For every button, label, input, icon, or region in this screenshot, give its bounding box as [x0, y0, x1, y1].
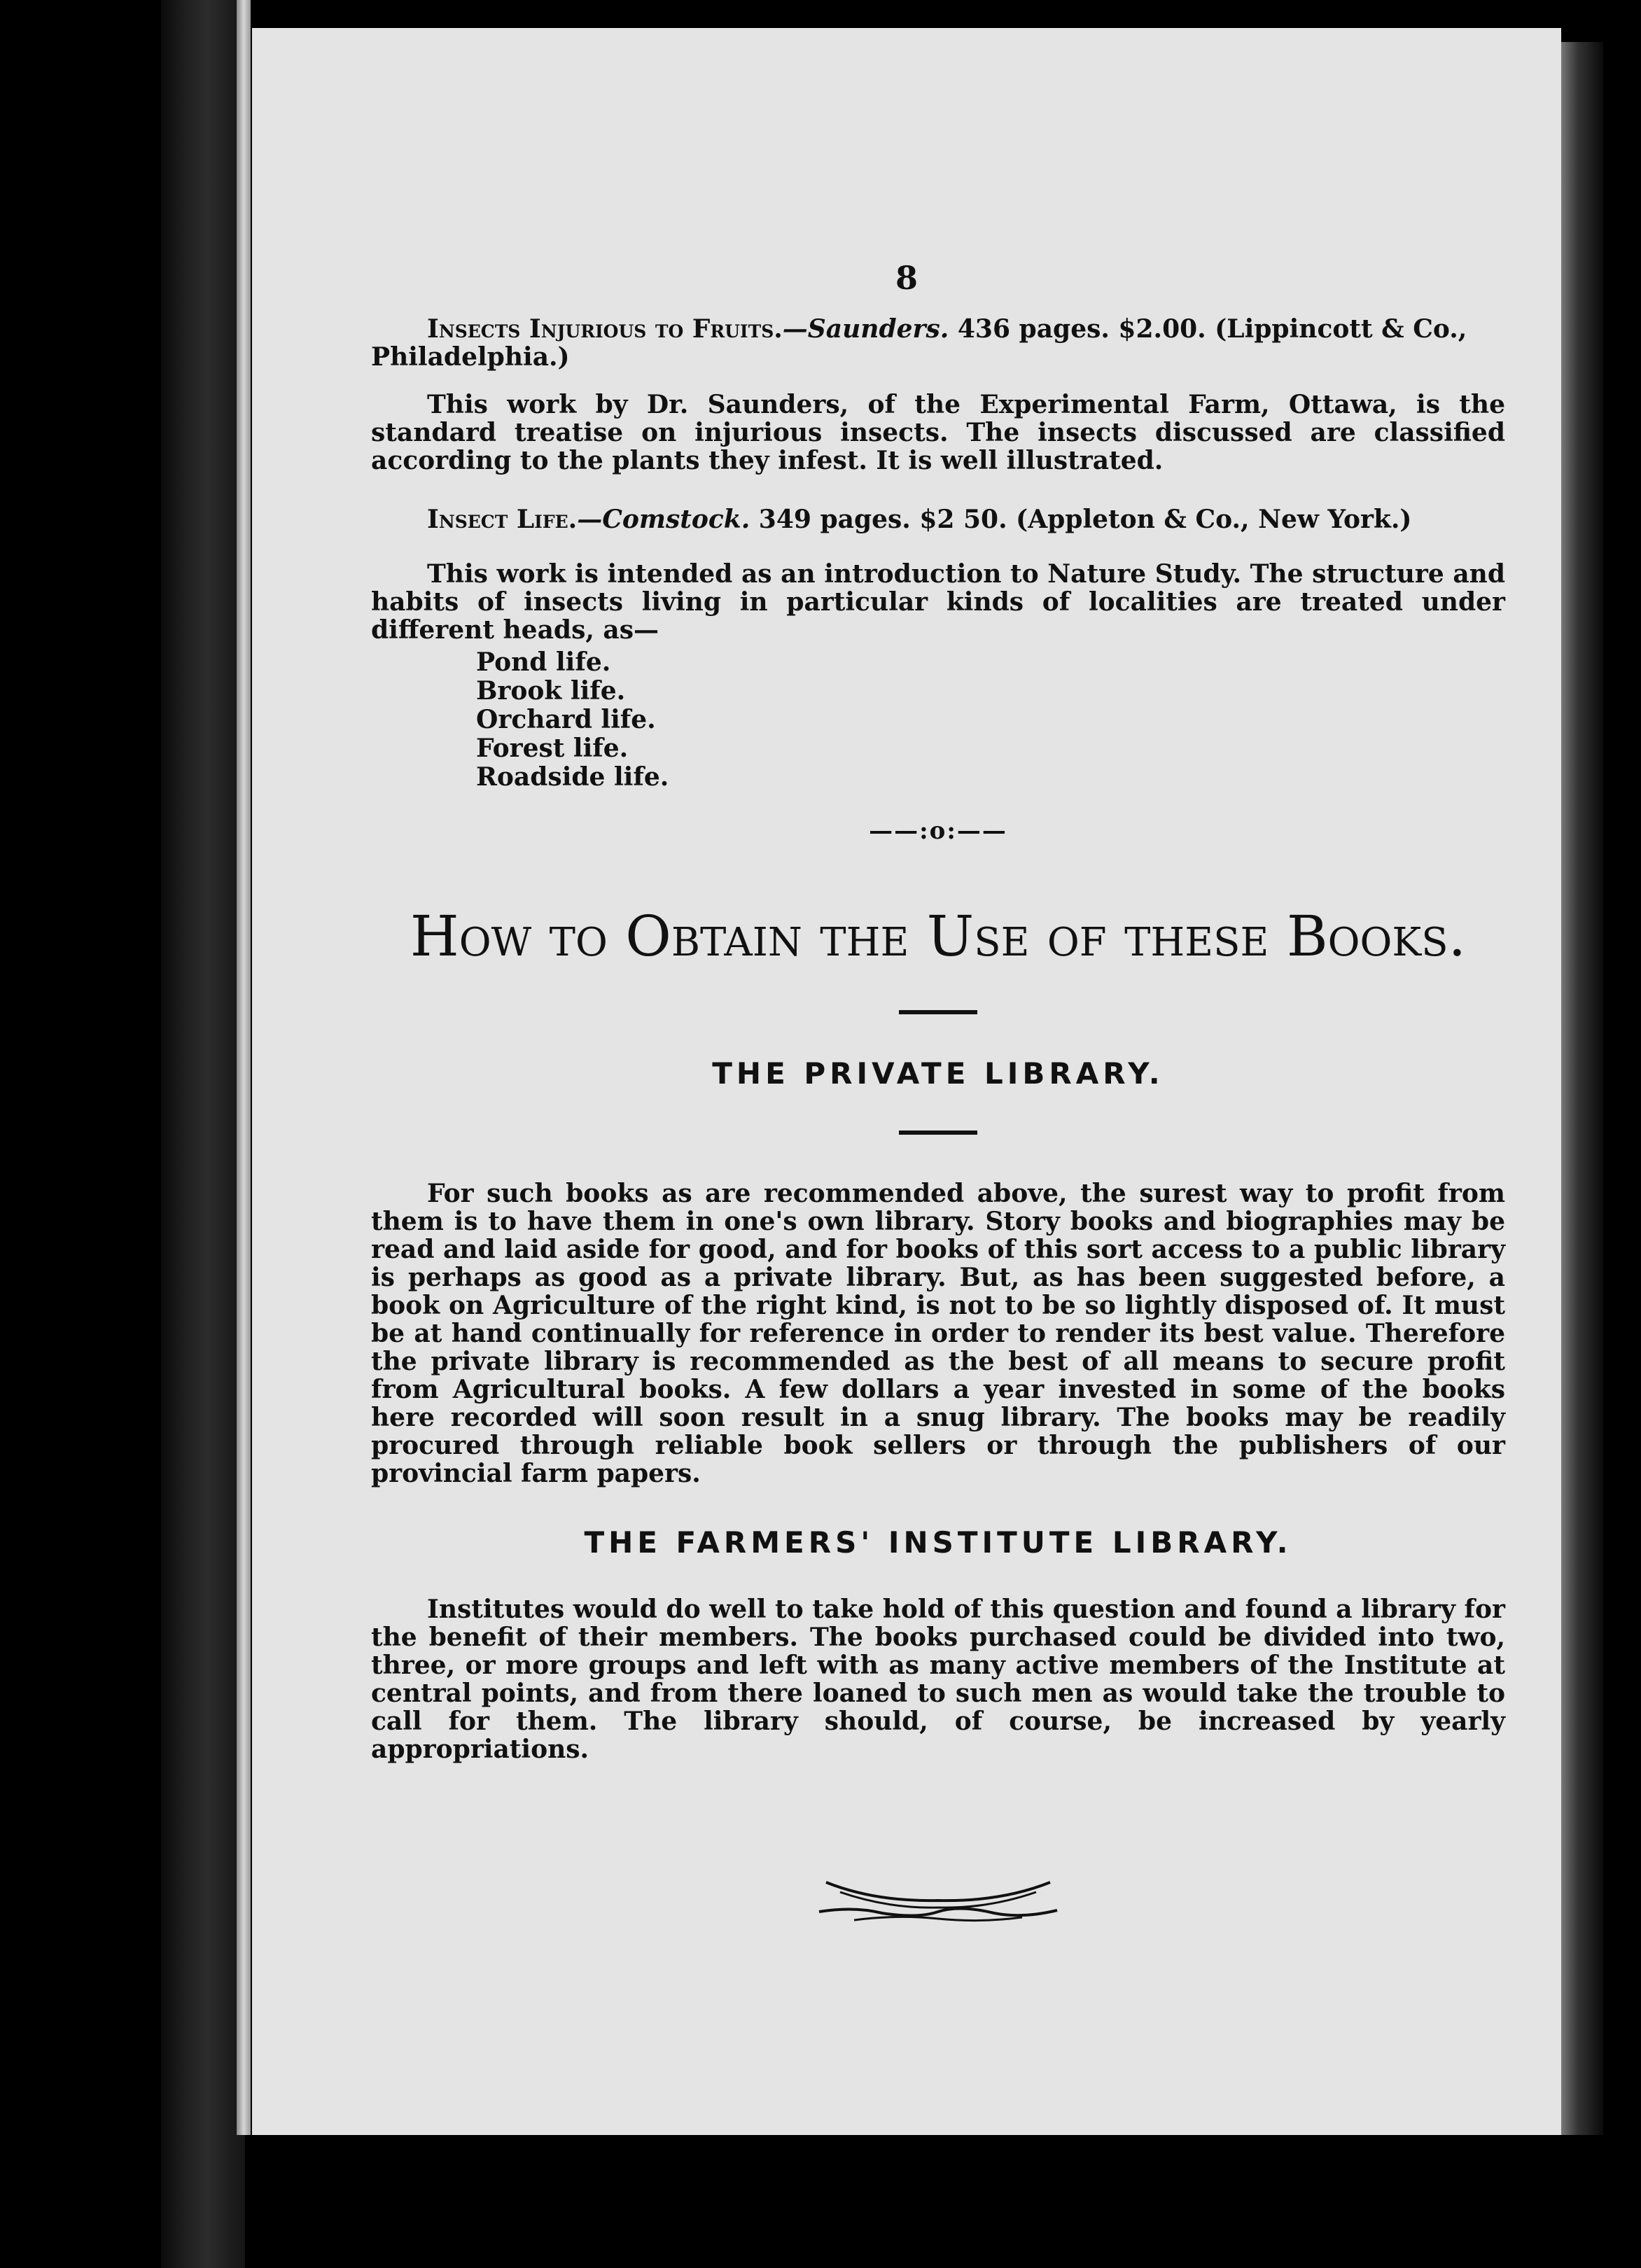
section-text-institute-library: Institutes would do well to take hold of this question and found a library for the benefit of their members. The books purchased could be divided into two, three, or more groups and left with as many active members of the Institute at central points, and from there loaned to such men as would take the trouble to call for them. The library should, of course, be increased by yearly appropriations.	[371, 1595, 1505, 1764]
page-number: 8	[895, 259, 918, 297]
page-right-shadow	[1561, 42, 1603, 2135]
ornament-flourish-icon	[812, 1868, 1064, 1924]
book-spine	[161, 0, 245, 2268]
entry-details: 349 pages. $2 50. (Appleton & Co., New York.)	[750, 505, 1412, 534]
list-item: Forest life.	[476, 734, 629, 763]
entry-title: Insects Injurious to Fruits.	[427, 314, 783, 344]
section-heading-private-library: THE PRIVATE LIBRARY.	[712, 1056, 1164, 1091]
entry-details: 436 pages. $2.00. (Lippincott & Co., Philadelphia.)	[371, 314, 1467, 372]
entry-title: Insect Life.	[427, 505, 578, 534]
page-stack-edge	[237, 0, 251, 2135]
list-item: Pond life.	[476, 648, 611, 677]
section-text-private-library: For such books as are recommended above, the surest way to profit from them is to have them in one's own library. Story books and biographies may be read and laid aside for good, and for books of this sort access to a public library is perhaps as good as a private library. But, as has been suggested before, a book on Agriculture of the right kind, is not to be so lightly disposed of. It must be at hand continually for reference in order to render its best value. Therefore the private library is recommended as the best of all means to secure profit from Agricultural books. A few dollars a year invested in some of the books here recorded will soon result in a snug library. The books may be readily procured through reliable book sellers or through the publishers of our provincial farm papers.	[371, 1179, 1505, 1488]
list-item: Brook life.	[476, 676, 626, 706]
section-heading-institute-library: THE FARMERS' INSTITUTE LIBRARY.	[584, 1525, 1292, 1560]
entry-description: This work is intended as an introduction to Nature Study. The structure and habits of insects living in particular kinds of localities are treated under different heads, as—	[371, 559, 1505, 645]
page-content	[371, 315, 1505, 1924]
divider	[899, 1130, 977, 1135]
entry-author: —Comstock.	[577, 505, 750, 534]
entry-description: This work by Dr. Saunders, of the Experimental Farm, Ottawa, is the standard treatise on injurious insects. The insects discussed are classified according to the plants they infest. It is well illustrated.	[371, 390, 1505, 475]
divider	[899, 1010, 977, 1014]
main-heading: How to Obtain the Use of these Books.	[410, 904, 1467, 969]
entry-insect-life	[371, 505, 1505, 533]
life-list	[476, 648, 1505, 792]
entry-author: —Saunders.	[782, 314, 949, 344]
separator: ——:o:——	[869, 817, 1007, 845]
list-item: Roadside life.	[476, 762, 669, 792]
book-page	[252, 28, 1561, 2135]
entry-insects-injurious	[371, 315, 1505, 371]
list-item: Orchard life.	[476, 705, 656, 734]
